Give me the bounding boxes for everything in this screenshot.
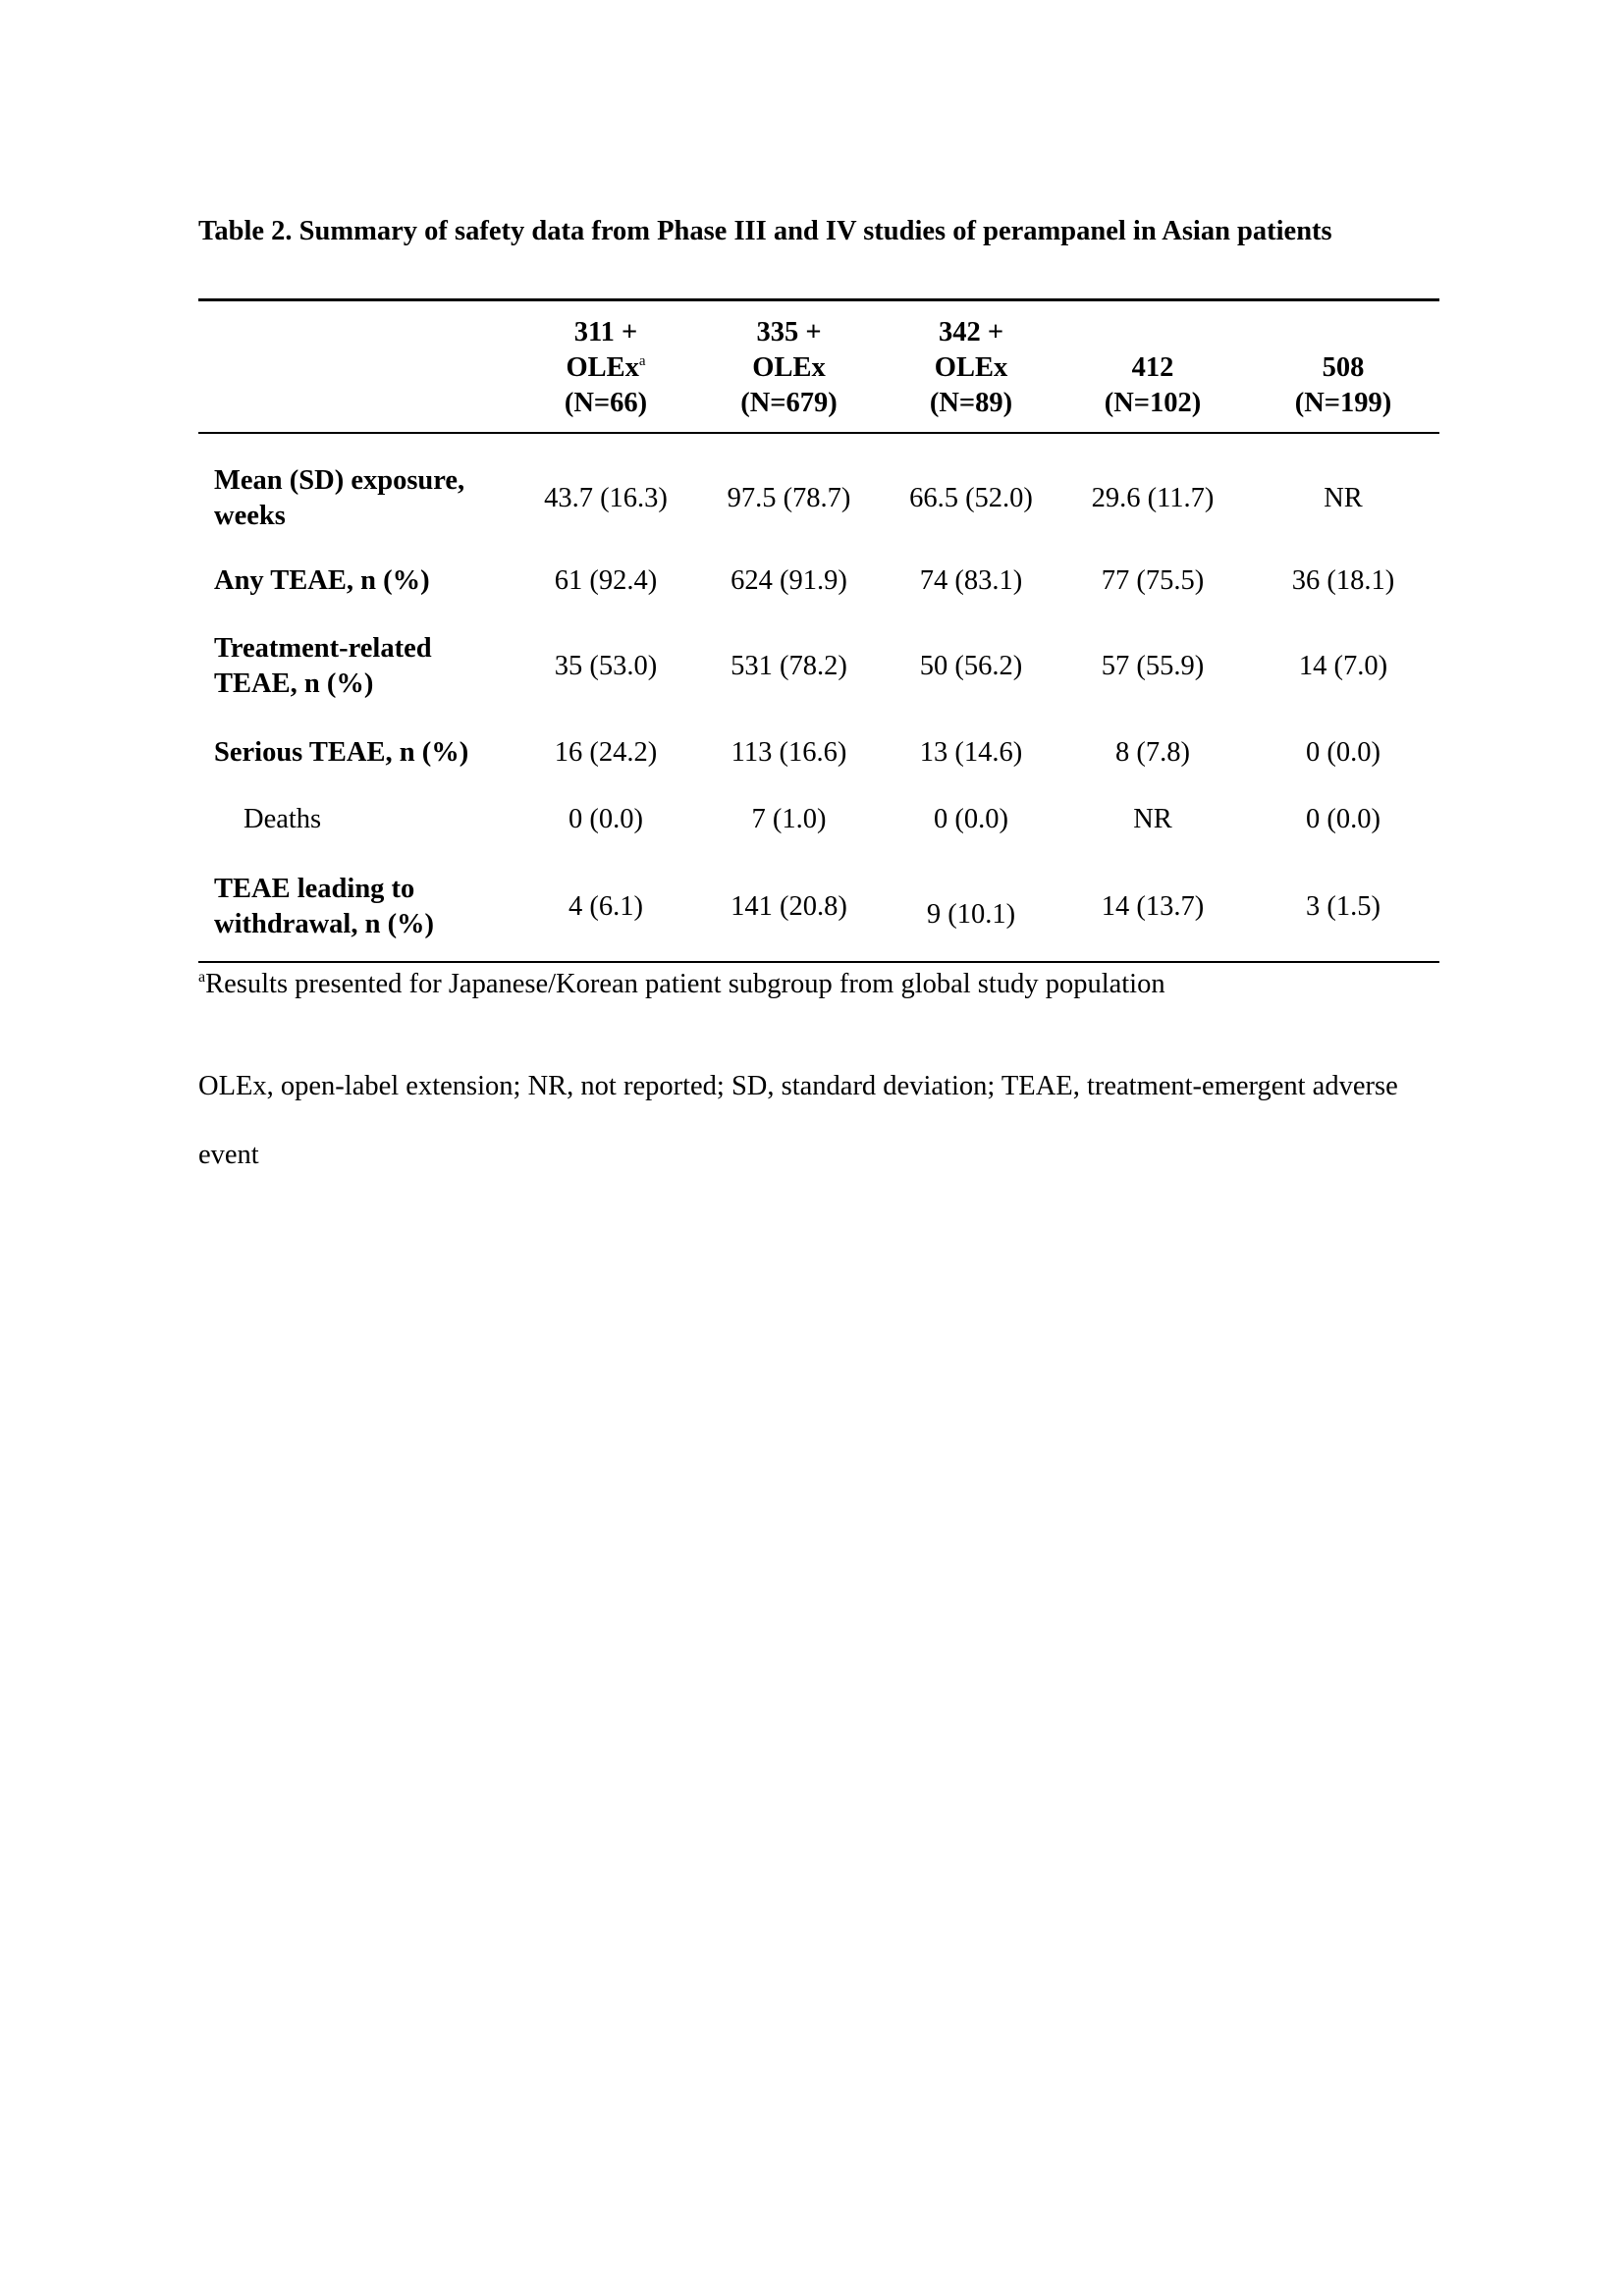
- column-header-line1: 311 +: [573, 317, 638, 347]
- row-label: Serious TEAE, n (%): [214, 737, 469, 768]
- column-header-line2: OLEx: [752, 352, 826, 383]
- abbreviations-note: OLEx, open-label extension; NR, not reported; SD, standard deviation; TEAE, treatment-emergent adverse event: [198, 1071, 1398, 1170]
- table-cell: 8 (7.8): [1115, 737, 1190, 768]
- column-header-508: [1247, 300, 1439, 434]
- column-header-line3: (N=66): [564, 388, 648, 418]
- column-header-line1: 342 +: [938, 317, 1004, 347]
- column-header-line2: 412: [1131, 352, 1174, 383]
- column-header-412: [1058, 300, 1247, 434]
- column-header-342: [884, 300, 1058, 434]
- table-cell: NR: [1133, 804, 1172, 834]
- table-cell: 77 (75.5): [1101, 565, 1205, 596]
- table-cell: 624 (91.9): [731, 565, 847, 596]
- table-cell: 7 (1.0): [751, 804, 827, 834]
- column-header-line2: OLEx: [934, 352, 1008, 383]
- column-header-line2: OLEx: [566, 352, 639, 383]
- table-cell: 531 (78.2): [731, 651, 847, 681]
- table-cell: 13 (14.6): [919, 737, 1023, 768]
- footnote-text: Results presented for Japanese/Korean patient subgroup from global study population: [205, 969, 1165, 999]
- table-row-serious-teae: [198, 723, 1439, 782]
- row-label: Treatment-related TEAE, n (%): [214, 633, 432, 699]
- column-header-line3: (N=102): [1104, 388, 1202, 418]
- column-header-line3: (N=199): [1294, 388, 1392, 418]
- table-cell: 36 (18.1): [1291, 565, 1395, 596]
- table-cell: 0 (0.0): [1306, 737, 1380, 768]
- table-cell: 35 (53.0): [554, 651, 658, 681]
- table-cell: 3 (1.5): [1306, 891, 1380, 922]
- column-header-line2: 508: [1322, 352, 1365, 383]
- table-cell: 57 (55.9): [1101, 651, 1205, 681]
- table-row-mean-exposure: [198, 433, 1439, 553]
- row-label: Any TEAE, n (%): [214, 565, 430, 596]
- table-cell: NR: [1324, 482, 1363, 513]
- table-row-teae-withdrawal: [198, 857, 1439, 962]
- table-header-row: [198, 300, 1439, 434]
- table-row-deaths: [198, 782, 1439, 857]
- footnote-marker: a: [638, 353, 646, 369]
- column-header-line3: (N=89): [929, 388, 1013, 418]
- column-header-335: [694, 300, 884, 434]
- table-cell: 97.5 (78.7): [727, 482, 851, 513]
- table-cell: 16 (24.2): [554, 737, 658, 768]
- column-header-line3: (N=679): [740, 388, 838, 418]
- row-label: Mean (SD) exposure, weeks: [214, 464, 465, 531]
- table-row-any-teae: [198, 553, 1439, 610]
- table-cell: 0 (0.0): [934, 804, 1008, 834]
- table-cell: 4 (6.1): [568, 891, 643, 922]
- table-cell: 14 (7.0): [1298, 651, 1388, 681]
- table-cell: 113 (16.6): [731, 737, 847, 768]
- table-cell: 0 (0.0): [568, 804, 643, 834]
- row-label: TEAE leading to withdrawal, n (%): [214, 874, 435, 939]
- table-cell: 61 (92.4): [554, 565, 658, 596]
- table-cell: 43.7 (16.3): [544, 482, 668, 513]
- table-cell: 0 (0.0): [1306, 804, 1380, 834]
- column-header-311: [517, 300, 694, 434]
- column-header-line1: 335 +: [756, 317, 822, 347]
- header-empty-cell: [198, 300, 517, 434]
- table-cell: 14 (13.7): [1101, 891, 1205, 922]
- safety-data-table: [198, 298, 1439, 963]
- row-label: Deaths: [244, 804, 322, 834]
- table-footnote: [198, 967, 1165, 1002]
- table-title: Table 2. Summary of safety data from Phase III and IV studies of perampanel in Asian patients: [198, 216, 1332, 246]
- table-cell: 50 (56.2): [919, 651, 1023, 681]
- table-cell: 74 (83.1): [919, 565, 1023, 596]
- table-cell: 29.6 (11.7): [1091, 482, 1215, 513]
- table-cell: 9 (10.1): [926, 899, 1016, 930]
- table-cell: 141 (20.8): [731, 891, 847, 922]
- safety-table-container: [198, 298, 1439, 963]
- table-cell: 66.5 (52.0): [909, 482, 1033, 513]
- footnote-marker: a: [198, 969, 206, 986]
- table-row-treatment-related-teae: [198, 610, 1439, 723]
